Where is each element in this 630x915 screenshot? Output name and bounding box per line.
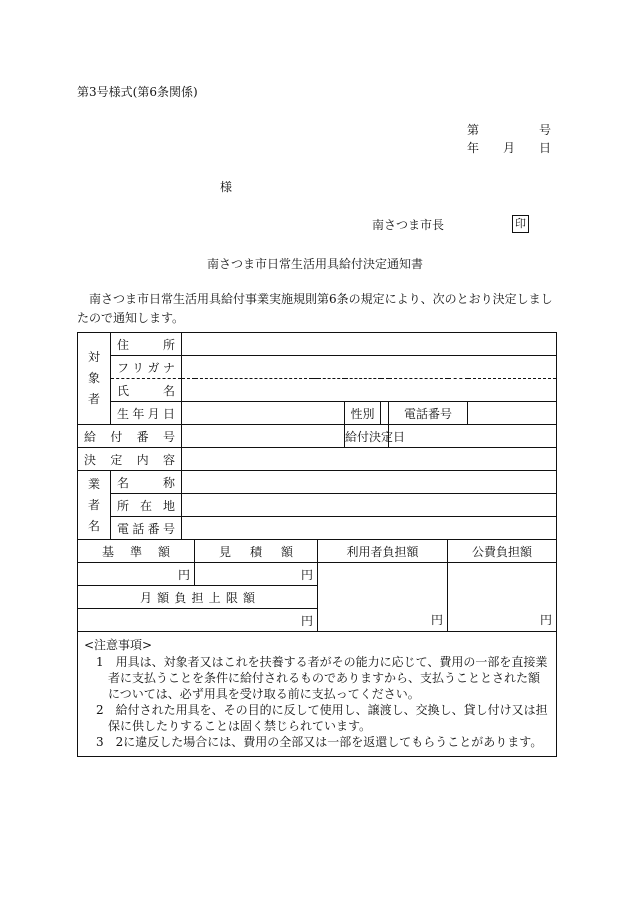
form-table [77,332,557,757]
estimate-amount-field[interactable]: 円 [195,563,318,586]
name-field[interactable] [182,379,557,402]
subject-group-label: 対象者 [78,333,111,425]
document-number-label: 第 [467,123,480,137]
form-number: 第3号様式(第6条関係) [77,85,198,99]
birthdate-label: 生年月日 [111,402,182,425]
name-label: 氏名 [111,379,182,402]
address-field[interactable] [182,333,557,356]
notes-heading: <注意事項> [84,638,153,652]
addressee-honorific: 様 [220,180,233,194]
phone-field[interactable] [468,402,557,425]
base-amount-field[interactable]: 円 [78,563,195,586]
vendor-phone-field[interactable] [182,517,557,540]
user-burden-label: 利用者負担額 [318,540,448,563]
date-month-label: 月 [503,141,516,155]
base-amount-label: 基準額 [78,540,195,563]
sex-label: 性別 [345,402,381,425]
estimate-amount-label: 見積額 [195,540,318,563]
seal-stamp: 印 [512,215,529,233]
furigana-label: フリガナ [111,356,182,379]
grant-number-field[interactable] [182,425,345,448]
furigana-field[interactable] [182,356,557,379]
vendor-location-label: 所在地 [111,494,182,517]
date-year-label: 年 [467,141,480,155]
monthly-limit-label: 月額負担上限額 [78,586,318,609]
public-burden-label: 公費負担額 [448,540,557,563]
issuer-name: 南さつま市長 [372,218,445,232]
notes-section [78,632,557,757]
vendor-location-field[interactable] [182,494,557,517]
monthly-limit-field[interactable]: 円 [78,609,318,632]
vendor-name-field[interactable] [182,471,557,494]
vendor-phone-label: 電話番号 [111,517,182,540]
grant-number-label: 給付番号 [78,425,182,448]
vendor-group-label: 業者名 [78,471,111,540]
phone-label: 電話番号 [389,402,468,425]
grant-date-label: 給付決定日 [345,425,389,448]
note-item: 2 給付された用具を、その目的に反して使用し、譲渡し、交換し、貸し付け又は担保に供したりすることは固く禁じられています。 [96,703,548,733]
date-day-label: 日 [539,141,552,155]
document-title: 南さつま市日常生活用具給付決定通知書 [206,257,423,271]
note-item: 1 用具は、対象者又はこれを扶養する者がその能力に応じて、費用の一部を直接業者に支払うことを条件に給付されるものでありますから、支払うこととされた額については、必ず用具を受け取る前に支払ってください。 [96,655,548,701]
user-burden-field[interactable]: 円 [318,563,448,632]
decision-label: 決定内容 [78,448,182,471]
public-burden-field[interactable]: 円 [448,563,557,632]
decision-field[interactable] [182,448,557,471]
grant-date-field[interactable] [389,425,557,448]
vendor-name-label: 名称 [111,471,182,494]
address-label: 住所 [111,333,182,356]
document-number-suffix: 号 [539,123,552,137]
body-text: 南さつま市日常生活用具給付事業実施規則第6条の規定により、次のとおり決定しましたので通知します。 [77,292,553,325]
sex-field[interactable] [381,402,389,425]
note-item: 3 2に違反した場合には、費用の全部又は一部を返還してもらうことがあります。 [96,735,543,749]
birthdate-field[interactable] [182,402,345,425]
